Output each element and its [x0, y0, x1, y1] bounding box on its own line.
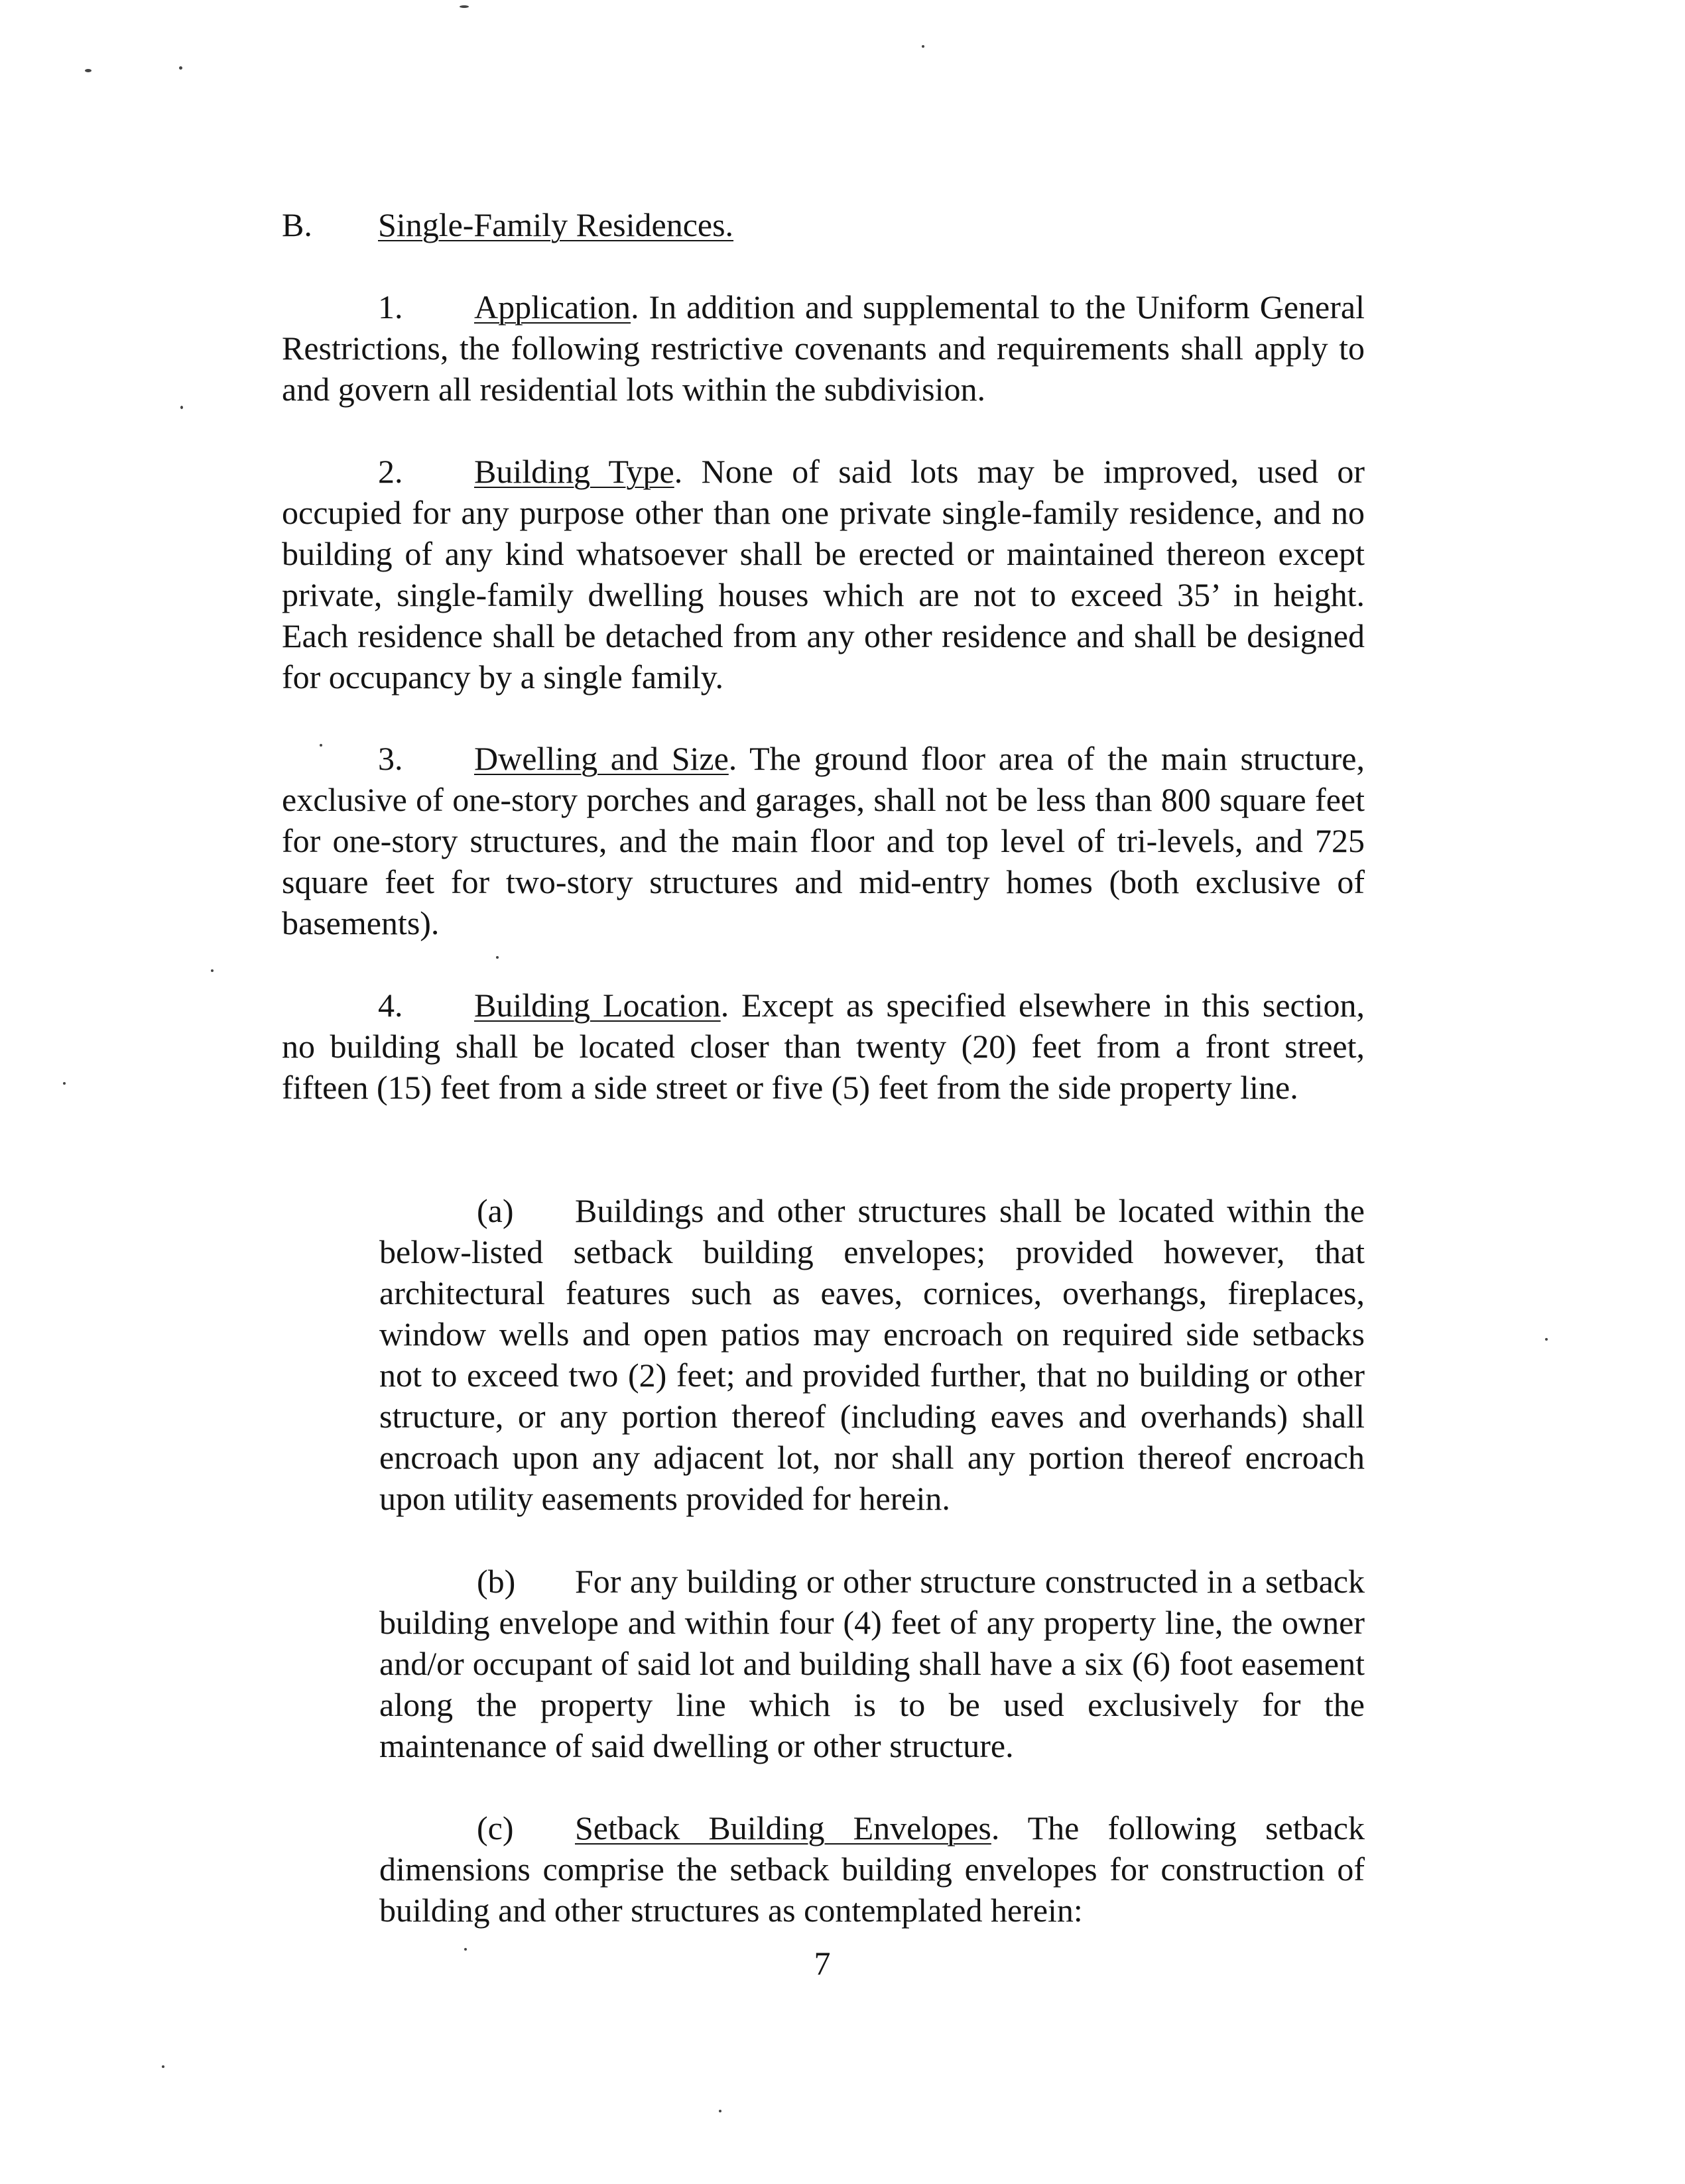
scan-speck	[460, 5, 469, 8]
paragraph-building-type	[282, 451, 1365, 698]
scan-speck	[1545, 1338, 1548, 1341]
paragraph-heading: Building Location	[474, 987, 721, 1024]
paragraph-heading: Application	[474, 288, 631, 326]
page-number: 7	[814, 1945, 831, 1982]
subparagraph-c	[379, 1807, 1365, 1931]
scan-speck	[180, 406, 183, 409]
subparagraph-text: Buildings and other structures shall be located within the below-listed setback building envelopes; provided however, that architectural features such as eaves, cornices, overhangs, fireplaces, window wells and open patios may encroach on required side setbacks not to exceed two (2) feet; and provided further, that no building or other structure, or any portion thereof (including eaves and overhands) shall encroach upon any adjacent lot, nor shall any portion thereof encroach upon utility easements provided for herein.	[379, 1192, 1365, 1517]
subparagraph-label: (c)	[477, 1809, 514, 1847]
section-heading	[282, 204, 733, 245]
scan-speck	[85, 69, 92, 72]
paragraph-heading: Building Type	[474, 453, 674, 490]
section-letter: B.	[282, 206, 312, 243]
subparagraph-heading: Setback Building Envelopes	[575, 1809, 991, 1847]
subparagraph-text: . The following setback dimensions comprise the setback building envelopes for construction of building and other structures as contemplated herein:	[379, 1809, 1365, 1929]
paragraph-text: . None of said lots may be improved, used or occupied for any purpose other than one private single-family residence, and no building of any kind whatsoever shall be erected or maintained thereon except private, single-family dwelling houses which are not to exceed 35’ in height. Each residence shall be detached from any other residence and shall be designed for occupancy by a single family.	[282, 453, 1365, 696]
scan-speck	[922, 45, 924, 48]
paragraph-number: 3.	[378, 740, 403, 777]
scan-speck	[496, 956, 499, 959]
paragraph-text: . The ground floor area of the main structure, exclusive of one-story porches and garages, shall not be less than 800 square feet for one-story structures, and the main floor and top level of tri-levels, and 725 square feet for two-story structures and mid-entry homes (both exclusive of basements).	[282, 740, 1365, 941]
paragraph-number: 1.	[378, 288, 403, 326]
subparagraph-b	[379, 1561, 1365, 1766]
scan-speck	[211, 969, 214, 972]
paragraph-dwelling-size	[282, 738, 1365, 943]
paragraph-text: . Except as specified elsewhere in this section, no building shall be located closer than twenty (20) feet from a front street, fifteen (15) feet from a side street or five (5) feet from the side property line.	[282, 987, 1365, 1106]
scan-speck	[719, 2110, 721, 2112]
paragraph-application	[282, 286, 1365, 410]
scan-speck	[162, 2065, 164, 2068]
paragraph-building-location	[282, 985, 1365, 1108]
subparagraph-label: (b)	[477, 1563, 516, 1600]
paragraph-number: 4.	[378, 987, 403, 1024]
paragraph-number: 2.	[378, 453, 403, 490]
section-title: Single-Family Residences.	[378, 206, 734, 243]
scan-speck	[464, 1948, 467, 1951]
subparagraph-a	[379, 1190, 1365, 1519]
paragraph-text: . In addition and supplemental to the Uniform General Restrictions, the following restrictive covenants and requirements shall apply to and govern all residential lots within the subdivision.	[282, 288, 1365, 408]
scan-speck	[179, 66, 182, 70]
subparagraph-label: (a)	[477, 1192, 514, 1229]
subparagraph-text: For any building or other structure constructed in a setback building envelope and within four (4) feet of any property line, the owner and/or occupant of said lot and building shall have a six (6) foot easement along the property line which is to be used exclusively for the maintenance of said dwelling or other structure.	[379, 1563, 1365, 1764]
scan-speck	[63, 1082, 66, 1085]
paragraph-heading: Dwelling and Size	[474, 740, 729, 777]
scan-speck	[320, 744, 322, 747]
